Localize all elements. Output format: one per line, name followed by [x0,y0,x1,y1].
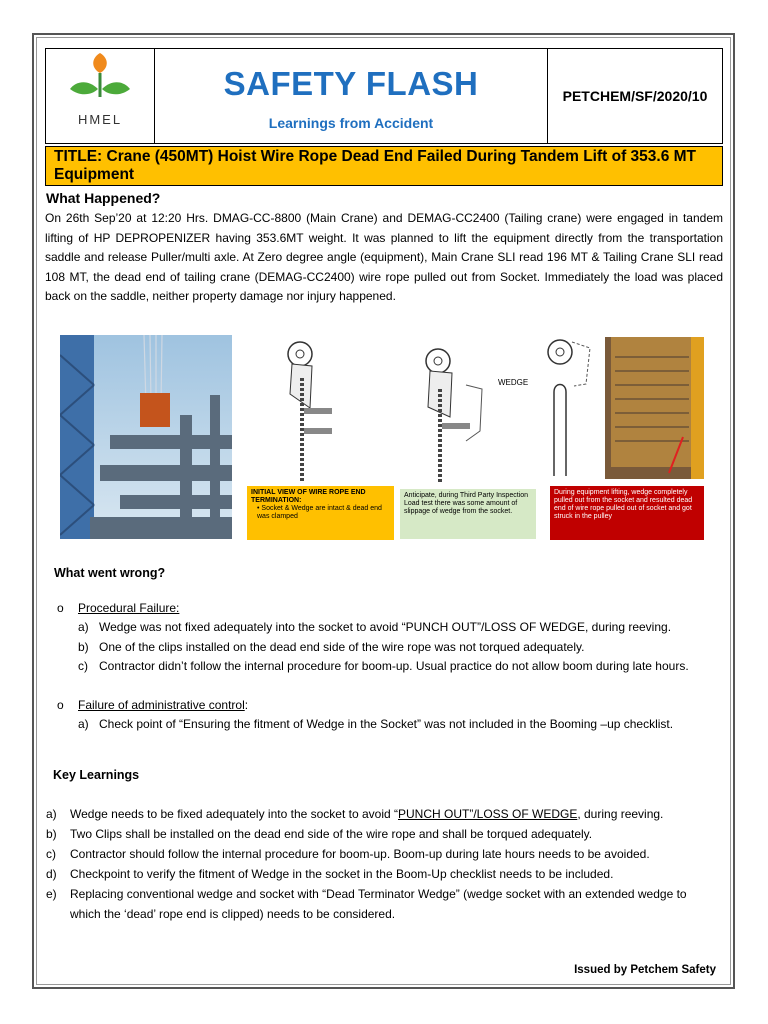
learning-a-post: , during reeving. [577,807,664,821]
caption-initial-bullet: • Socket & Wedge are intact & dead end was clamped [257,505,382,520]
what-went-wrong-heading: What went wrong? [54,566,166,580]
header [45,48,723,144]
admin-failure-colon: : [244,698,249,712]
incident-title: TITLE: Crane (450MT) Hoist Wire Rope Dead End Failed During Tandem Lift of 353.6 MT Equipment [45,146,723,186]
hmel-flower-icon [46,49,154,109]
learning-a-pre: Wedge needs to be fixed adequately into the socket to avoid “ [70,807,398,821]
crane-photo [60,335,232,539]
learning-b-letter: b) [46,827,57,841]
logo-text: HMEL [77,112,123,127]
socket-diagram-pullout [538,336,600,480]
wrong-c-text: Contractor didn’t follow the internal procedure for boom-up. Usual practice do not allow boom during late hours. [99,659,689,673]
failure-group-procedural: o [57,601,64,615]
learning-b-text: Two Clips shall be installed on the dead end side of the wire rope and shall be torqued adequately. [70,827,593,841]
procedural-failure-title: Procedural Failure: [78,601,180,615]
admin-failure-title-wrap [78,696,248,716]
wrong-b-letter: b) [78,640,89,654]
wrong-b-text: One of the clips installed on the dead end side of the wire rope was not torqued adequately. [99,640,585,654]
learning-a-letter: a) [46,807,57,821]
learning-a-text [70,805,720,825]
wedge-label: WEDGE [498,378,529,387]
socket-diagram-slippage [408,345,498,485]
header-title-cell [155,48,547,144]
learning-a-underlined: PUNCH OUT”/LOSS OF WEDGE [398,807,578,821]
reference-number: PETCHEM/SF/2020/10 [547,48,723,144]
learning-c-letter: c) [46,847,56,861]
admin-a-letter: a) [78,717,89,731]
caption-pullout: During equipment lifting, wedge completely pulled out from the socket and resulted dead end of wire rope pulled out of socket and got struck in the pulley [550,486,704,540]
hmel-logo [45,48,155,144]
wrong-a-text: Wedge was not fixed adequately into the socket to avoid “PUNCH OUT”/LOSS OF WEDGE, during reeving. [99,620,672,634]
learning-d-letter: d) [46,867,57,881]
issued-by: Issued by Petchem Safety [574,964,716,976]
what-happened-heading: What Happened? [46,190,161,206]
key-learnings-heading: Key Learnings [53,768,140,782]
socket-diagram-initial [262,338,352,484]
learning-d-text: Checkpoint to verify the fitment of Wedge in the socket in the Boom-Up checklist needs to be included. [70,867,614,881]
learning-e-letter: e) [46,887,57,901]
safety-flash-title: SAFETY FLASH [223,65,479,102]
caption-initial-title: INITIAL VIEW OF WIRE ROPE END TERMINATION: [251,489,366,504]
learning-e-text: Replacing conventional wedge and socket with “Dead Terminator Wedge” (wedge socket with an extended wedge to which the ‘dead’ rope end is clipped) needs to be considered. [70,887,687,921]
pulley-photo [605,337,704,479]
failure-group-admin: o [57,698,64,712]
what-happened-text: On 26th Sep’20 at 12:20 Hrs. DMAG-CC-8800 (Main Crane) and DEMAG-CC2400 (Tailing crane) were engaged in tandem lifting of HP DEPROPENIZER having 353.6MT weight. It was planned to lift the equipment directly from the transportation saddle and release Puller/multi axle. At Zero degree angle (equipment), Main Crane SLI read 196 MT & Tailing Crane SLI read 108 MT, the dead end of tailing crane (DEMAG-CC2400) wire rope pulled out from Socket. Immediately the load was placed back on the saddle, neither property damage nor injury happened. [45,211,723,303]
admin-failure-title: Failure of administrative control [78,698,245,712]
caption-initial-bullet-text: Socket & Wedge are intact & dead end was clamped [257,505,382,520]
learning-c-text: Contractor should follow the internal procedure for boom-up. Boom-up during late hours needs to be avoided. [70,847,650,861]
wrong-c-letter: c) [78,659,88,673]
caption-initial-view [247,486,394,540]
wrong-a-letter: a) [78,620,89,634]
header-subtitle: Learnings from Accident [268,115,434,131]
caption-slippage: Anticipate, during Third Party Inspection Load test there was some amount of slippage of wedge from the socket. [400,489,536,539]
admin-a-text: Check point of “Ensuring the fitment of Wedge in the Socket” was not included in the Booming –up checklist. [99,717,674,731]
